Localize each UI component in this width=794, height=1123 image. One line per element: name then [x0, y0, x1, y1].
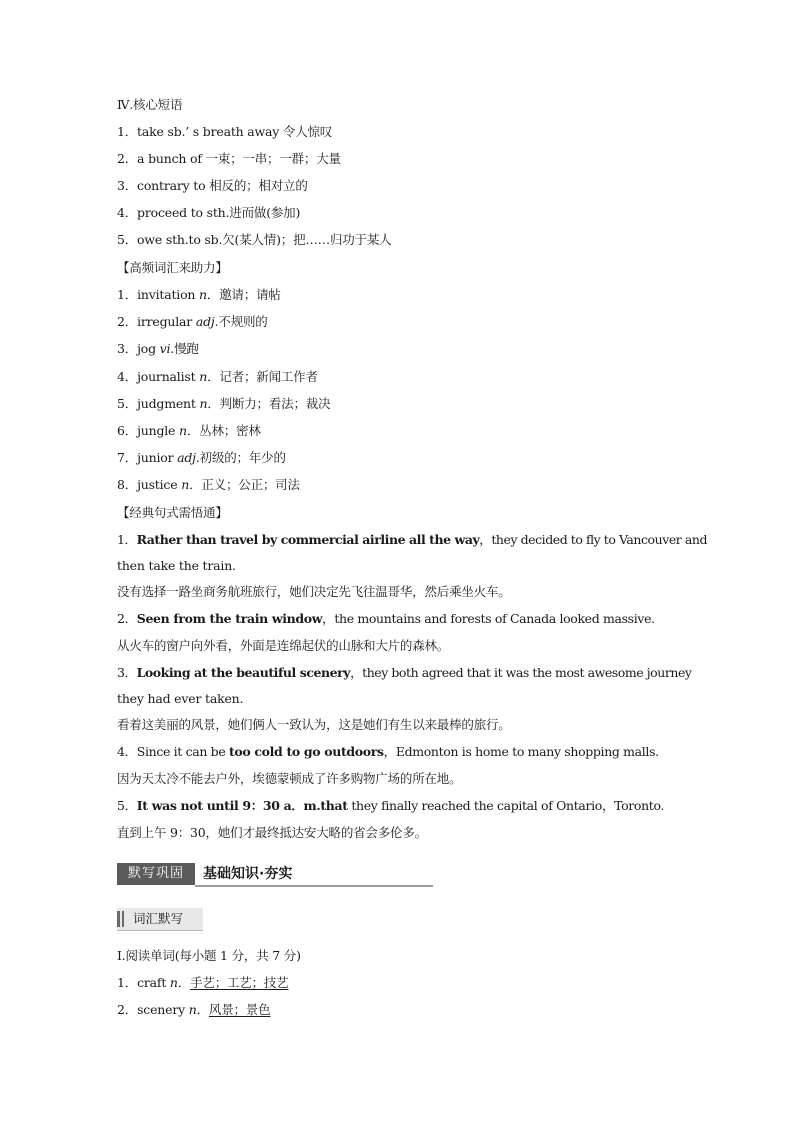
sentence-3-en: 3．Looking at the beautiful scenery，they both agreed that it was the most awesome journey — [117, 665, 692, 680]
sentence-4-en: 4．Since it can be too cold to go outdoors，Edmonton is home to many shopping malls. — [117, 744, 659, 759]
phrase-item: 5．owe sth.to sb.欠(某人情)；把……归功于某人 — [117, 232, 392, 247]
answer-blank: 手艺；工艺；技艺 — [190, 975, 289, 990]
subhead-bar-icon — [122, 911, 124, 927]
section-banner — [117, 861, 433, 887]
sentence-5-en: 5．It was not until 9：30 a．m.that they finally reached the capital of Ontario，Toronto. — [117, 798, 665, 813]
sentence-5-cn: 直到上午 9：30，她们才最终抵达安大略的省会多伦多。 — [117, 825, 427, 840]
section-heading-vocab: 【高频词汇来助力】 — [117, 260, 228, 275]
vocab-item: 1．invitation n．邀请；请帖 — [117, 287, 281, 302]
answer-blank: 风景；景色 — [208, 1002, 271, 1017]
sentence-1-cn: 没有选择一路坐商务航班旅行，她们决定先飞往温哥华，然后乘坐火车。 — [117, 584, 511, 599]
phrase-item: 2．a bunch of 一束；一串；一群；大量 — [117, 151, 341, 166]
reading-item: 2．scenery n．风景；景色 — [117, 1002, 271, 1017]
section-heading-core-phrases: Ⅳ.核心短语 — [117, 97, 183, 112]
vocab-item: 5．judgment n．判断力；看法；裁决 — [117, 396, 331, 411]
sentence-2-cn: 从火车的窗户向外看，外面是连绵起伏的山脉和大片的森林。 — [117, 638, 450, 653]
phrase-item: 3．contrary to 相反的；相对立的 — [117, 178, 308, 193]
reading-item: 1．craft n．手艺；工艺；技艺 — [117, 975, 289, 990]
sentence-3-en-cont: they had ever taken. — [117, 691, 244, 706]
vocab-item: 2．irregular adj.不规则的 — [117, 314, 268, 329]
sentence-3-cn: 看着这美丽的风景，她们俩人一致认为，这是她们有生以来最棒的旅行。 — [117, 717, 511, 732]
sentence-1-en: 1．Rather than travel by commercial airline all the way，they decided to fly to Vancouver and — [117, 532, 708, 547]
banner-rule — [195, 885, 433, 887]
banner-tag: 默写巩固 — [117, 863, 195, 885]
phrase-item: 1．take sb.’ s breath away 令人惊叹 — [117, 124, 333, 139]
subhead-label: 词汇默写 — [133, 911, 184, 926]
vocab-item: 3．jog vi.慢跑 — [117, 341, 199, 356]
banner-title: 基础知识·夯实 — [203, 866, 293, 882]
section-heading-sentences: 【经典句式需悟通】 — [117, 505, 228, 520]
phrase-item: 4．proceed to sth.进而做(参加) — [117, 205, 301, 220]
subsection-header — [117, 908, 203, 931]
sentence-4-cn: 因为天太冷不能去户外，埃德蒙顿成了许多购物广场的所在地。 — [117, 771, 462, 786]
sentence-2-en: 2．Seen from the train window，the mountains and forests of Canada looked massive. — [117, 611, 655, 626]
vocab-item: 6．jungle n．丛林；密林 — [117, 423, 261, 438]
subhead-bar-icon — [117, 911, 120, 927]
reading-heading: Ⅰ.阅读单词(每小题 1 分，共 7 分) — [117, 948, 301, 963]
sentence-1-en-cont: then take the train. — [117, 558, 236, 573]
vocab-item: 4．journalist n．记者；新闻工作者 — [117, 369, 318, 384]
vocab-item: 7．junior adj.初级的；年少的 — [117, 450, 286, 465]
vocab-item: 8．justice n．正义；公正；司法 — [117, 477, 300, 492]
